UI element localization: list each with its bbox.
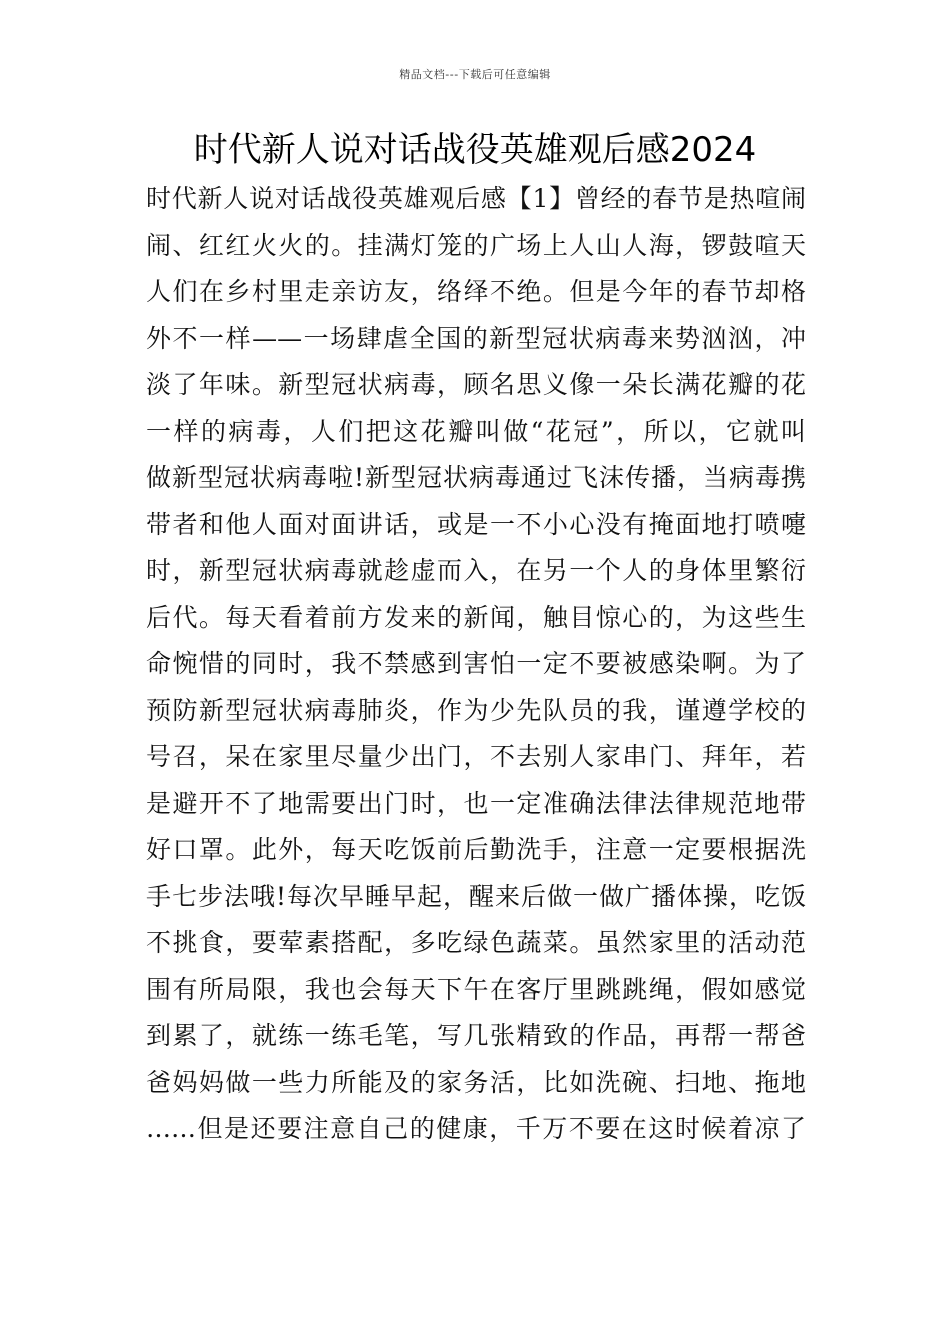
body-line: 带者和他人面对面讲话，或是一不小心没有掩面地打喷嚏 (146, 509, 806, 539)
body-line: 闹、红红火火的。挂满灯笼的广场上人山人海，锣鼓喧天 (146, 230, 806, 260)
body-line: 好口罩。此外，每天吃饭前后勤洗手，注意一定要根据洗 (146, 835, 806, 864)
body-line: 淡了年味。新型冠状病毒，顾名思义像一朵长满花瓣的花 (146, 370, 806, 399)
body-line: 爸妈妈做一些力所能及的家务活，比如洗碗、扫地、拖地 (146, 1067, 806, 1097)
body-line: 时代新人说对话战役英雄观后感【1】曾经的春节是热喧闹 (146, 184, 806, 213)
body-line: 外不一样——一场肆虐全国的新型冠状病毒来势汹汹，冲 (146, 323, 806, 353)
body-line: 命惋惜的同时，我不禁感到害怕一定不要被感染啊。为了 (146, 649, 806, 678)
page-header-note: 精品文档---下载后可任意编辑 (399, 68, 551, 81)
body-line: 做新型冠状病毒啦!新型冠状病毒通过飞沫传播，当病毒携 (146, 463, 806, 492)
body-line: 不挑食，要荤素搭配，多吃绿色蔬菜。虽然家里的活动范 (146, 928, 806, 957)
body-line: 人们在乡村里走亲访友，络绎不绝。但是今年的春节却格 (146, 277, 806, 306)
body-line: 后代。每天看着前方发来的新闻，触目惊心的，为这些生 (146, 602, 806, 632)
body-line: 围有所局限，我也会每天下午在客厅里跳跳绳，假如感觉 (146, 974, 806, 1004)
body-line: ……但是还要注意自己的健康，千万不要在这时候着凉了 (146, 1114, 806, 1143)
body-line: 时，新型冠状病毒就趁虚而入，在另一个人的身体里繁衍 (146, 556, 806, 585)
body-line: 一样的病毒，人们把这花瓣叫做“花冠”，所以，它就叫 (146, 416, 806, 446)
body-line: 号召，呆在家里尽量少出门，不去别人家串门、拜年，若 (146, 742, 806, 771)
body-line: 是避开不了地需要出门时，也一定准确法律法律规范地带 (146, 788, 806, 818)
body-line: 到累了，就练一练毛笔，写几张精致的作品，再帮一帮爸 (146, 1021, 806, 1050)
body-line: 预防新型冠状病毒肺炎，作为少先队员的我，谨遵学校的 (146, 695, 806, 725)
document-title: 时代新人说对话战役英雄观后感2024 (193, 130, 757, 170)
body-line: 手七步法哦!每次早睡早起，醒来后做一做广播体操，吃饭 (146, 881, 806, 911)
document-body (146, 176, 806, 1153)
